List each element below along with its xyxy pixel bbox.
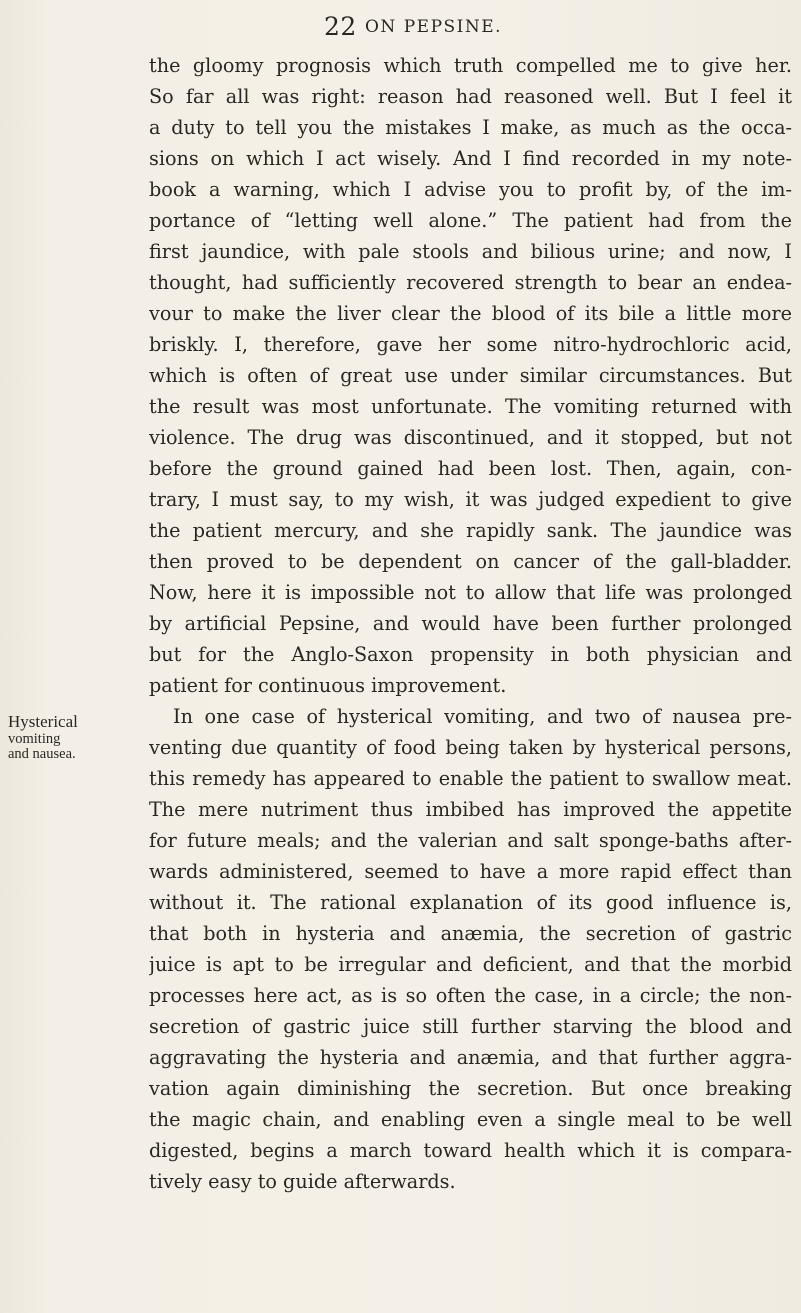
text-line: book a warning, which I advise you to profit by, of the im- [149, 178, 792, 201]
text-line: the patient mercury, and she rapidly sank. The jaundice was [149, 519, 792, 542]
text-line: first jaundice, with pale stools and bilious urine; and now, I [149, 240, 792, 263]
text-line: digested, begins a march toward health which it is compara- [149, 1139, 792, 1162]
text-line: that both in hysteria and anæmia, the secretion of gastric [149, 922, 792, 945]
text-line: juice is apt to be irregular and deficient, and that the morbid [149, 953, 792, 976]
text-line: then proved to be dependent on cancer of the gall-bladder. [149, 550, 792, 573]
margin-note [8, 712, 140, 762]
text-line: a duty to tell you the mistakes I make, as much as the occa- [149, 116, 792, 139]
running-head: ON PEPSINE. [365, 17, 503, 37]
text-line: violence. The drug was discontinued, and it stopped, but not [149, 426, 792, 449]
margin-note-line: Hysterical [8, 712, 78, 731]
text-line: vour to make the liver clear the blood of its bile a little more [149, 302, 792, 325]
text-line: So far all was right: reason had reasoned well. But I feel it [149, 85, 792, 108]
margin-note-line: and nausea. [8, 746, 76, 762]
text-line: before the ground gained had been lost. Then, again, con- [149, 457, 792, 480]
text-line: briskly. I, therefore, gave her some nitro-hydrochloric acid, [149, 333, 792, 356]
body-text [149, 50, 792, 1197]
text-line: tively easy to guide afterwards. [149, 1170, 456, 1193]
text-line: trary, I must say, to my wish, it was judged expedient to give [149, 488, 792, 511]
text-line: venting due quantity of food being taken by hysterical persons, [149, 736, 792, 759]
text-line: the gloomy prognosis which truth compelled me to give her. [149, 54, 792, 77]
text-line: sions on which I act wisely. And I find recorded in my note- [149, 147, 792, 170]
margin-note-line: vomiting [8, 731, 61, 747]
text-line: for future meals; and the valerian and salt sponge-baths after- [149, 829, 792, 852]
text-line: thought, had sufficiently recovered strength to bear an endea- [149, 271, 792, 294]
text-line: the magic chain, and enabling even a single meal to be well [149, 1108, 792, 1131]
page-number: 22 [324, 12, 357, 41]
text-line: but for the Anglo-Saxon propensity in both physician and [149, 643, 792, 666]
text-line: In one case of hysterical vomiting, and two of nausea pre- [173, 705, 792, 728]
text-line: processes here act, as is so often the case, in a circle; the non- [149, 984, 792, 1007]
text-line: portance of “letting well alone.” The patient had from the [149, 209, 792, 232]
text-line: without it. The rational explanation of its good influence is, [149, 891, 792, 914]
text-line: patient for continuous improvement. [149, 674, 507, 697]
text-line: the result was most unfortunate. The vomiting returned with [149, 395, 792, 418]
text-line: by artificial Pepsine, and would have been further prolonged [149, 612, 792, 635]
text-line: The mere nutriment thus imbibed has improved the appetite [149, 798, 792, 821]
text-line: which is often of great use under similar circumstances. But [149, 364, 792, 387]
text-line: Now, here it is impossible not to allow that life was prolonged [149, 581, 792, 604]
text-line: wards administered, seemed to have a more rapid effect than [149, 860, 792, 883]
text-line: aggravating the hysteria and anæmia, and that further aggra- [149, 1046, 792, 1069]
text-line: vation again diminishing the secretion. But once breaking [149, 1077, 792, 1100]
text-line: this remedy has appeared to enable the patient to swallow meat. [149, 767, 792, 790]
page-header [0, 8, 801, 48]
text-line: secretion of gastric juice still further starving the blood and [149, 1015, 792, 1038]
